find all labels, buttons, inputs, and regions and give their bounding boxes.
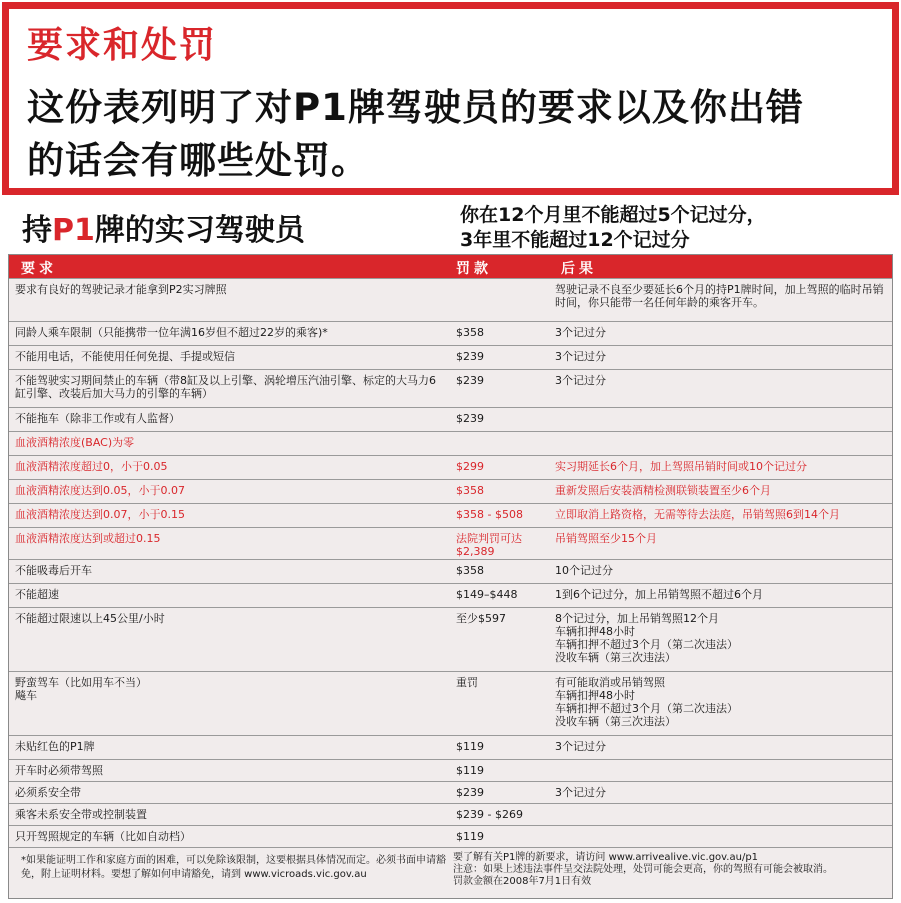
fine-cell: 重罚 — [456, 676, 478, 689]
points-note — [460, 203, 766, 253]
table-header — [9, 255, 892, 278]
fine-cell: $358 - $508 — [456, 508, 523, 521]
section-title-prefix: 持 — [22, 213, 52, 248]
requirement-cell: 不能用电话，不能使用任何免提、手提或短信 — [15, 350, 235, 363]
consequence-cell: 8个记过分，加上吊销驾照12个月 车辆扣押48小时 车辆扣押不超过3个月（第二次违法） 没收车辆（第三次违法） — [555, 612, 738, 664]
penalty-table — [8, 254, 893, 899]
table-row — [9, 559, 892, 584]
requirement-cell: 开车时必须带驾照 — [15, 764, 103, 777]
fine-cell: $358 — [456, 564, 484, 577]
page-title: 要求和处罚 — [27, 25, 218, 66]
fine-cell: $239 — [456, 786, 484, 799]
consequence-cell: 有可能取消或吊销驾照 车辆扣押48小时 车辆扣押不超过3个月（第二次违法） 没收车辆（第三次违法） — [555, 676, 738, 728]
requirement-cell: 不能超速 — [15, 588, 59, 601]
fine-cell: $119 — [456, 764, 484, 777]
consequence-cell: 3个记过分 — [555, 326, 606, 339]
requirement-cell: 血液酒精浓度(BAC)为零 — [15, 436, 135, 449]
requirement-cell: 血液酒精浓度达到或超过0.15 — [15, 532, 161, 545]
consequence-cell: 3个记过分 — [555, 374, 606, 387]
fine-cell: $358 — [456, 484, 484, 497]
table-row — [9, 759, 892, 782]
footnote-info: 要了解有关P1牌的新要求，请访问 www.arrivealive.vic.gov.au/p1 注意：如果上述违法事件呈交法院处理，处罚可能会更高，你的驾照有可能会被取消。 罚款金额在2008年7月1日有效 — [453, 852, 833, 887]
section-title-suffix: 牌的实习驾驶员 — [94, 213, 305, 248]
fine-cell: $149–$448 — [456, 588, 518, 601]
consequence-cell: 驾驶记录不良至少要延长6个月的持P1牌时间，加上驾照的临时吊销时间，你只能带一名任何年龄的乘客开车。 — [555, 283, 884, 309]
requirement-cell: 要求有良好的驾驶记录才能拿到P2实习牌照 — [15, 283, 227, 296]
requirement-cell: 必须系安全带 — [15, 786, 81, 799]
consequence-cell: 3个记过分 — [555, 740, 606, 753]
table-row — [9, 407, 892, 432]
table-row — [9, 671, 892, 736]
consequence-cell: 3个记过分 — [555, 350, 606, 363]
requirement-cell: 未贴红色的P1牌 — [15, 740, 95, 753]
points-note-line-2: 3年里不能超过12个记过分 — [460, 229, 690, 251]
requirement-cell: 不能吸毒后开车 — [15, 564, 92, 577]
table-row — [9, 825, 892, 848]
column-header-consequence: 后果 — [561, 261, 597, 277]
fine-cell: $239 — [456, 374, 484, 387]
table-row — [9, 455, 892, 480]
table-footer — [9, 847, 892, 899]
table-row — [9, 781, 892, 804]
requirement-cell: 不能超过限速以上45公里/小时 — [15, 612, 165, 625]
table-row — [9, 479, 892, 504]
section-title-p1: P1 — [52, 213, 95, 248]
intro-line-1: 这份表列明了对P1牌驾驶员的要求以及你出错 — [27, 86, 804, 129]
requirement-cell: 不能驾驶实习期间禁止的车辆（带8缸及以上引擎、涡轮增压汽油引擎、标定的大马力6缸引擎、改装后加大马力的引擎的车辆） — [15, 374, 436, 400]
fine-cell: $239 — [456, 350, 484, 363]
footnote-exemption: *如果能证明工作和家庭方面的困难，可以免除该限制，这要根据具体情况而定。必须书面申请豁免，附上证明材料。要想了解如何申请豁免，请到 www.vicroads.vic.gov.au — [21, 855, 446, 880]
table-row — [9, 431, 892, 456]
requirement-cell: 血液酒精浓度超过0，小于0.05 — [15, 460, 168, 473]
fine-cell: $119 — [456, 830, 484, 843]
table-row — [9, 583, 892, 608]
requirement-cell: 乘客未系安全带或控制装置 — [15, 808, 147, 821]
column-header-fine: 罚款 — [456, 261, 492, 277]
consequence-cell: 1到6个记过分，加上吊销驾照不超过6个月 — [555, 588, 763, 601]
intro-line-2: 的话会有哪些处罚。 — [27, 139, 369, 182]
table-row — [9, 503, 892, 528]
fine-cell: $119 — [456, 740, 484, 753]
section-title — [22, 205, 305, 249]
fine-cell: $239 — [456, 412, 484, 425]
consequence-cell: 10个记过分 — [555, 564, 613, 577]
points-note-line-1: 你在12个月里不能超过5个记过分， — [460, 204, 766, 226]
requirement-cell: 血液酒精浓度达到0.07，小于0.15 — [15, 508, 185, 521]
table-row — [9, 345, 892, 370]
column-header-requirement: 要求 — [21, 261, 57, 277]
fine-cell: $358 — [456, 326, 484, 339]
consequence-cell: 重新发照后安装酒精检测联锁装置至少6个月 — [555, 484, 771, 497]
requirement-cell: 只开驾照规定的车辆（比如自动档） — [15, 830, 191, 843]
table-row — [9, 735, 892, 760]
consequence-cell: 实习期延长6个月，加上驾照吊销时间或10个记过分 — [555, 460, 807, 473]
table-row — [9, 803, 892, 826]
requirement-cell: 野蛮驾车（比如用车不当） 飚车 — [15, 676, 147, 702]
consequence-cell: 立即取消上路资格，无需等待去法庭，吊销驾照6到14个月 — [555, 508, 840, 521]
table-row — [9, 607, 892, 672]
requirement-cell: 血液酒精浓度达到0.05，小于0.07 — [15, 484, 185, 497]
consequence-cell: 3个记过分 — [555, 786, 606, 799]
requirement-cell: 同龄人乘车限制（只能携带一位年满16岁但不超过22岁的乘客)* — [15, 326, 328, 339]
fine-cell: $299 — [456, 460, 484, 473]
requirement-cell: 不能拖车（除非工作或有人监督） — [15, 412, 180, 425]
fine-cell: $239 - $269 — [456, 808, 523, 821]
table-row — [9, 278, 892, 322]
fine-cell: 法院判罚可达 $2,389 — [456, 532, 522, 558]
fine-cell: 至少$597 — [456, 612, 506, 625]
table-row — [9, 527, 892, 560]
table-row — [9, 321, 892, 346]
table-row — [9, 369, 892, 408]
header-box — [2, 2, 899, 195]
consequence-cell: 吊销驾照至少15个月 — [555, 532, 657, 545]
